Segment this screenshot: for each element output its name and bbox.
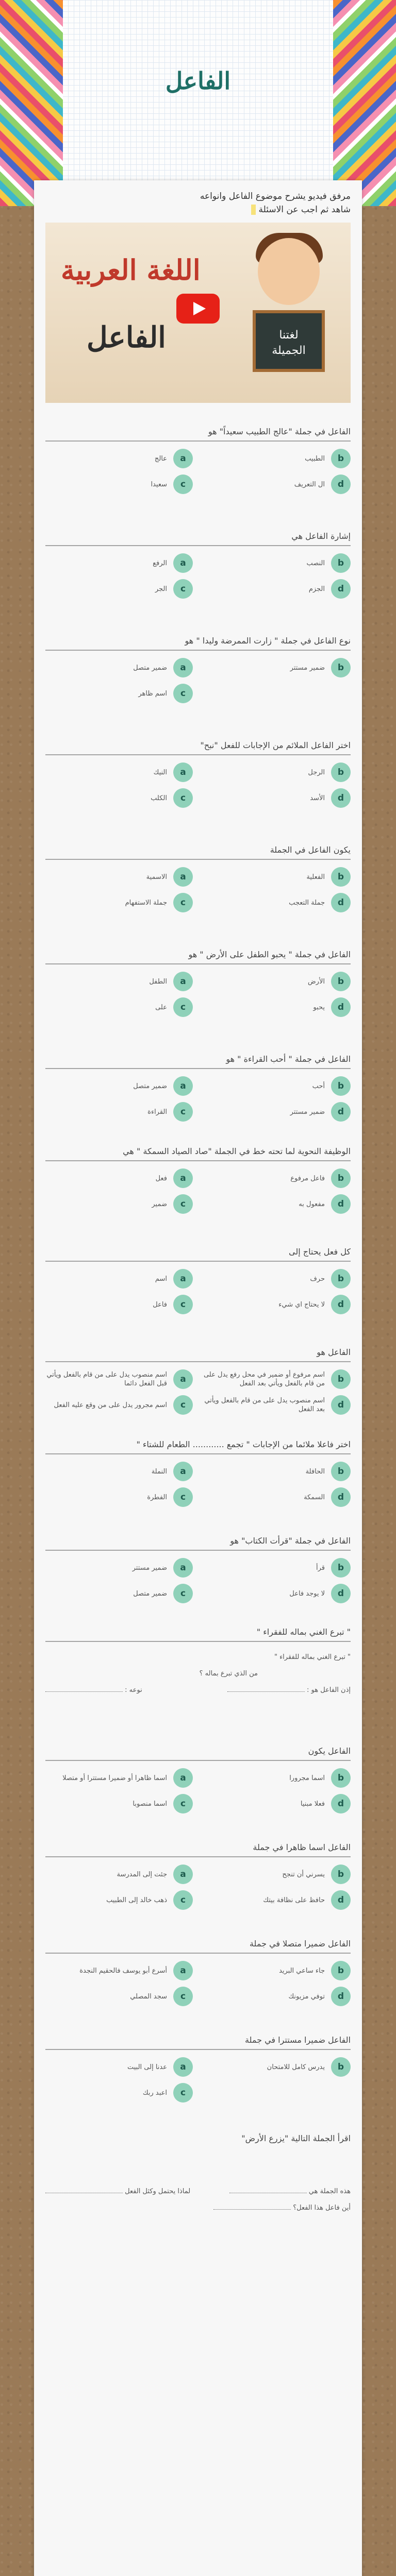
question-block	[34, 1842, 362, 1910]
answer-option-b[interactable]	[203, 867, 351, 887]
option-text: حافظ على نظافة بيتك	[263, 1896, 325, 1904]
question-title: الفاعل ضميرا مستترا في جملة	[45, 2035, 351, 2050]
question-block	[34, 636, 362, 703]
option-letter-badge: b	[331, 2057, 351, 2077]
answer-option-a[interactable]	[45, 1462, 193, 1481]
last-question	[34, 2133, 362, 2216]
answer-option-d[interactable]	[203, 1487, 351, 1507]
option-text: جملة الاستفهام	[125, 899, 167, 907]
option-text: السمكة	[304, 1493, 325, 1501]
fill-question	[34, 1627, 362, 1699]
option-text: لا يحتاج اي شيء	[278, 1300, 325, 1309]
option-letter-badge: c	[173, 1890, 193, 1910]
option-letter-badge: a	[173, 449, 193, 468]
question-title: اختر الفاعل الملائم من الإجابات للفعل "نبح"	[45, 740, 351, 755]
option-text: فعل	[155, 1174, 167, 1182]
worksheet-card	[34, 180, 362, 2576]
answer-option-c[interactable]	[45, 579, 193, 599]
option-letter-badge: d	[331, 1102, 351, 1122]
answer-options	[45, 553, 351, 599]
empty-cell	[203, 684, 351, 703]
question-title: " تبرع الغني بماله للفقراء "	[45, 1627, 351, 1642]
option-letter-badge: b	[331, 1462, 351, 1481]
play-icon[interactable]	[176, 294, 220, 324]
answer-option-a[interactable]	[45, 1269, 193, 1289]
option-text: الاسمية	[146, 873, 167, 881]
option-text: اسم منصوب يدل على من قام بالفعل ويأتي بعد الفعل	[204, 1397, 325, 1413]
option-text: الفطرة	[147, 1493, 167, 1501]
option-letter-badge: a	[173, 867, 193, 887]
answer-options	[45, 1369, 351, 1415]
option-text: النملة	[151, 1467, 167, 1476]
question-block	[34, 427, 362, 494]
answer-option-b[interactable]	[203, 1168, 351, 1188]
option-letter-badge: d	[331, 1194, 351, 1214]
answer-option-a[interactable]	[45, 1168, 193, 1188]
option-text: اسم	[155, 1275, 167, 1283]
question-title: يكون الفاعل في الجملة	[45, 845, 351, 860]
answer-option-a[interactable]	[45, 867, 193, 887]
option-text: يحبو	[313, 1003, 325, 1011]
fill-line-1: من الذي تبرع بماله ؟	[199, 1670, 258, 1677]
answer-option-b[interactable]	[203, 1269, 351, 1289]
option-letter-badge: b	[331, 449, 351, 468]
option-text: اسما مجرورا	[289, 1774, 325, 1782]
option-letter-badge: c	[173, 1102, 193, 1122]
option-text: جئت إلى المدرسة	[117, 1870, 167, 1878]
option-letter-badge: d	[331, 1987, 351, 2006]
option-text: الطفل	[149, 977, 167, 986]
answer-option-c[interactable]	[45, 684, 193, 703]
question-title: الوظيفة النحوية لما تحته خط في الجملة "صاد الصياد السمكة " هي	[45, 1146, 351, 1161]
option-letter-badge: a	[173, 1558, 193, 1578]
option-text: الطبيب	[305, 454, 325, 463]
option-text: يدرس كامل للامتحان	[267, 2063, 325, 2071]
option-text: ضمير متصل	[133, 1589, 167, 1598]
answer-options	[45, 972, 351, 1017]
question-block	[34, 1247, 362, 1314]
option-text: اعبد ربك	[142, 2089, 167, 2097]
answer-option-b[interactable]	[203, 2057, 351, 2077]
answer-option-a[interactable]	[45, 449, 193, 468]
option-letter-badge: c	[173, 1584, 193, 1603]
answer-options	[45, 1558, 351, 1603]
answer-option-d[interactable]	[203, 997, 351, 1017]
option-text: ضمير مستتر	[132, 1564, 167, 1572]
answer-option-b[interactable]	[203, 449, 351, 468]
answer-blank[interactable]	[213, 2204, 291, 2210]
answer-blank[interactable]	[227, 1686, 305, 1692]
option-letter-badge: a	[173, 1462, 193, 1481]
option-text: فاعل مرفوع	[290, 1174, 325, 1182]
answer-option-a[interactable]	[45, 553, 193, 573]
option-text: جاء ساعي البريد	[279, 1967, 325, 1975]
option-text: اسما ظاهرا أو ضميرا مستترا أو متصلا	[62, 1774, 167, 1782]
question-title: الفاعل في جملة " أحب القراءة " هو	[45, 1054, 351, 1069]
answer-option-d[interactable]	[203, 1794, 351, 1814]
option-letter-badge: b	[331, 1369, 351, 1389]
question-title: الفاعل في جملة "قرأت الكتاب" هو	[45, 1536, 351, 1551]
question-block	[34, 2035, 362, 2103]
question-block	[34, 1746, 362, 1814]
option-letter-badge: a	[173, 1768, 193, 1788]
option-letter-badge: d	[331, 1794, 351, 1814]
answer-options	[45, 1961, 351, 2006]
option-letter-badge: a	[173, 1865, 193, 1884]
option-text: فعلا مبنيا	[300, 1800, 325, 1808]
option-text: سجد المصلي	[130, 1992, 167, 2001]
option-text: جملة التعجب	[289, 899, 325, 907]
option-letter-badge: c	[173, 2083, 193, 2103]
answer-option-b[interactable]	[203, 1961, 351, 1980]
question-block	[34, 845, 362, 912]
answer-option-a[interactable]	[45, 1768, 193, 1788]
answer-blank[interactable]	[229, 2187, 307, 2193]
option-letter-badge: c	[173, 684, 193, 703]
intro-text	[34, 180, 362, 216]
option-letter-badge: c	[173, 1395, 193, 1415]
option-letter-badge: d	[331, 579, 351, 599]
option-letter-badge: c	[173, 1794, 193, 1814]
answer-option-d[interactable]	[203, 1395, 351, 1415]
option-text: الفعلية	[306, 873, 325, 881]
option-letter-badge: b	[331, 1269, 351, 1289]
answer-option-c[interactable]	[45, 997, 193, 1017]
option-letter-badge: a	[173, 2057, 193, 2077]
option-letter-badge: c	[173, 788, 193, 808]
answer-option-d[interactable]	[203, 1295, 351, 1314]
option-text: أحب	[312, 1082, 325, 1090]
chevron-decoration-left	[0, 0, 63, 206]
option-text: اسم مجرور يدل على من وقع عليه الفعل	[54, 1401, 167, 1409]
option-letter-badge: b	[331, 1558, 351, 1578]
answer-option-c[interactable]	[45, 1794, 193, 1814]
option-letter-badge: a	[173, 553, 193, 573]
option-letter-badge: d	[331, 1395, 351, 1415]
answer-option-c[interactable]	[45, 1102, 193, 1122]
answer-option-b[interactable]	[203, 1076, 351, 1096]
option-text: ضمير مستتر	[290, 664, 325, 672]
option-text: عدنا إلى البيت	[127, 2063, 167, 2071]
fill-sentence: " تبرع الغني بماله للفقراء "	[274, 1653, 351, 1661]
answer-options	[45, 1768, 351, 1814]
question-title: نوع الفاعل في جملة " زارت الممرضة وليدا " هو	[45, 636, 351, 651]
answer-option-d[interactable]	[203, 893, 351, 912]
option-text: على	[155, 1003, 167, 1011]
empty-cell	[203, 2083, 351, 2103]
answer-option-b[interactable]	[203, 762, 351, 782]
option-letter-badge: b	[331, 553, 351, 573]
option-letter-badge: b	[331, 1961, 351, 1980]
option-letter-badge: d	[331, 893, 351, 912]
question-block	[34, 950, 362, 1017]
answer-option-d[interactable]	[203, 579, 351, 599]
option-letter-badge: a	[173, 1269, 193, 1289]
answer-option-b[interactable]	[203, 658, 351, 677]
answer-option-c[interactable]	[45, 788, 193, 808]
chalkboard	[253, 310, 325, 372]
answer-option-c[interactable]	[45, 1487, 193, 1507]
header-banner	[0, 0, 396, 206]
answer-option-a[interactable]	[45, 1076, 193, 1096]
option-text: لا يوجد فاعل	[289, 1589, 325, 1598]
question-title: اقرأ الجملة التالية "يزرع الأرض"	[241, 2133, 351, 2143]
intro-line-2: شاهد ثم اجب عن الاسئلة	[45, 203, 351, 216]
answer-option-a[interactable]	[45, 972, 193, 991]
intro-line-1: مرفق فيديو يشرح موضوع الفاعل وانواعه	[200, 191, 351, 201]
answer-blank[interactable]	[45, 2187, 123, 2193]
option-letter-badge: a	[173, 762, 193, 782]
question-block	[34, 1439, 362, 1507]
answer-options	[45, 1168, 351, 1214]
option-text: ضمير متصل	[133, 1082, 167, 1090]
option-letter-badge: d	[331, 1487, 351, 1507]
option-text: حرف	[310, 1275, 325, 1283]
answer-option-b[interactable]	[203, 1462, 351, 1481]
answer-option-c[interactable]	[45, 1395, 193, 1415]
option-text: ضمير	[152, 1200, 167, 1208]
option-text: قرأ	[316, 1564, 325, 1572]
option-text: عالج	[154, 454, 167, 463]
option-text: الحافلة	[305, 1467, 325, 1476]
answer-option-c[interactable]	[45, 1987, 193, 2006]
question-title: الفاعل اسما ظاهرا في جملة	[45, 1842, 351, 1857]
question-block	[34, 1054, 362, 1122]
answer-option-b[interactable]	[203, 1369, 351, 1389]
question-title: كل فعل يحتاج إلى	[45, 1247, 351, 1262]
answer-option-a[interactable]	[45, 1558, 193, 1578]
option-text: ضمير متصل	[133, 664, 167, 672]
answer-option-b[interactable]	[203, 1865, 351, 1884]
question-title: الفاعل يكون	[45, 1746, 351, 1761]
video-subtitle-text: الفاعل	[87, 320, 166, 354]
answer-option-d[interactable]	[203, 1102, 351, 1122]
answer-option-d[interactable]	[203, 1194, 351, 1214]
answer-options	[45, 449, 351, 494]
option-text: اسم مرفوع أو ضمير في محل رفع يدل على من قام بالفعل ويأتي بعد الفعل	[203, 1371, 325, 1387]
answer-option-d[interactable]	[203, 788, 351, 808]
option-letter-badge: d	[331, 1584, 351, 1603]
answer-option-c[interactable]	[45, 1890, 193, 1910]
boy-illustration	[248, 233, 330, 387]
answer-options	[45, 658, 351, 703]
option-letter-badge: b	[331, 1168, 351, 1188]
chalkboard-line-1: لغتنا	[279, 329, 299, 342]
option-text: الرفع	[153, 559, 167, 567]
answer-option-b[interactable]	[203, 1558, 351, 1578]
answer-options	[45, 2057, 351, 2103]
question-list	[34, 427, 362, 1603]
option-letter-badge: b	[331, 1865, 351, 1884]
question-title: الفاعل في جملة " يحبو الطفل على الأرض " هو	[45, 950, 351, 964]
option-text: الكلب	[151, 794, 167, 802]
answer-option-c[interactable]	[45, 1295, 193, 1314]
question-title: اختر فاعلا ملائما من الإجابات " تجمع ............ الطعام للشتاء "	[45, 1439, 351, 1454]
option-text: الرجل	[308, 768, 325, 776]
option-letter-badge: a	[173, 972, 193, 991]
question-block	[34, 531, 362, 599]
answer-option-a[interactable]	[45, 1369, 193, 1389]
option-letter-badge: a	[173, 1961, 193, 1980]
option-text: الأسد	[310, 794, 325, 802]
question-block	[34, 740, 362, 808]
question-title: إشارة الفاعل هي	[45, 531, 351, 546]
fill-line-2: إذن الفاعل هو : نوعه :	[45, 1682, 351, 1699]
answer-options	[45, 762, 351, 808]
answer-options	[45, 1269, 351, 1314]
option-text: الجر	[155, 585, 167, 593]
question-block	[34, 1146, 362, 1214]
option-letter-badge: b	[331, 762, 351, 782]
answer-option-c[interactable]	[45, 893, 193, 912]
option-letter-badge: b	[331, 867, 351, 887]
option-letter-badge: a	[173, 1168, 193, 1188]
answer-option-d[interactable]	[203, 1890, 351, 1910]
option-text: النصب	[306, 559, 325, 567]
option-letter-badge: b	[331, 658, 351, 677]
option-letter-badge: b	[331, 1076, 351, 1096]
option-letter-badge: d	[331, 1295, 351, 1314]
chalkboard-line-2: الجميلة	[272, 344, 306, 357]
option-letter-badge: c	[173, 474, 193, 494]
option-letter-badge: c	[173, 997, 193, 1017]
option-text: يسرني أن تنجح	[282, 1870, 325, 1878]
option-letter-badge: c	[173, 893, 193, 912]
option-text: ضمير مستتر	[290, 1108, 325, 1116]
option-letter-badge: c	[173, 1987, 193, 2006]
option-letter-badge: d	[331, 788, 351, 808]
answer-option-a[interactable]	[45, 762, 193, 782]
question-block	[34, 1347, 362, 1415]
option-text: فاعل	[153, 1300, 167, 1309]
answer-option-c[interactable]	[45, 2083, 193, 2103]
answer-option-b[interactable]	[203, 1768, 351, 1788]
option-letter-badge: a	[173, 1076, 193, 1096]
answer-options	[45, 1865, 351, 1910]
option-text: النيك	[153, 768, 167, 776]
answer-option-b[interactable]	[203, 553, 351, 573]
question-block	[34, 1536, 362, 1603]
option-text: مفعول به	[299, 1200, 325, 1208]
video-title-text: اللغة العربية	[61, 253, 201, 286]
answer-blank[interactable]	[45, 1686, 123, 1692]
option-text: اسم ظاهر	[138, 689, 167, 698]
option-text: ذهب خالد إلى الطبيب	[106, 1896, 167, 1904]
answer-option-d[interactable]	[203, 1987, 351, 2006]
answer-options	[45, 867, 351, 912]
last-line-1: هذه الجملة هي لماذا يحتمل وكثل الفعل	[45, 2183, 351, 2200]
last-line-2: أين فاعل هذا الفعل؟	[45, 2200, 351, 2216]
answer-option-c[interactable]	[45, 474, 193, 494]
option-text: أسرع أبو يوسف فالحقيم النجدة	[79, 1967, 167, 1975]
answer-option-c[interactable]	[45, 1194, 193, 1214]
option-letter-badge: b	[331, 972, 351, 991]
option-text: الأرض	[307, 977, 325, 986]
answer-option-d[interactable]	[203, 474, 351, 494]
option-text: القراءة	[147, 1108, 167, 1116]
answer-option-d[interactable]	[203, 1584, 351, 1603]
question-title: الفاعل هو	[45, 1347, 351, 1362]
question-title: الفاعل ضميرا متصلا في جملة	[45, 1939, 351, 1954]
answer-option-b[interactable]	[203, 972, 351, 991]
video-player[interactable]	[45, 223, 351, 403]
option-letter-badge: d	[331, 997, 351, 1017]
option-text: ال التعريف	[294, 480, 325, 488]
answer-options	[45, 1462, 351, 1507]
answer-option-a[interactable]	[45, 2057, 193, 2077]
option-letter-badge: c	[173, 579, 193, 599]
answer-option-a[interactable]	[45, 1961, 193, 1980]
answer-options	[45, 1076, 351, 1122]
option-letter-badge: d	[331, 1890, 351, 1910]
question-list-2	[34, 1746, 362, 2103]
option-text: الجزم	[308, 585, 325, 593]
chevron-decoration-right	[333, 0, 396, 206]
option-text: توفي مزيونك	[288, 1992, 325, 2001]
option-letter-badge: a	[173, 658, 193, 677]
option-letter-badge: c	[173, 1194, 193, 1214]
option-text: سعيدا	[151, 480, 167, 488]
page-title: الفاعل	[165, 67, 231, 95]
question-title: الفاعل في جملة "عالج الطبيب سعيداً" هو	[45, 427, 351, 442]
option-letter-badge: c	[173, 1295, 193, 1314]
answer-option-a[interactable]	[45, 1865, 193, 1884]
question-block	[34, 1939, 362, 2006]
answer-option-a[interactable]	[45, 658, 193, 677]
answer-option-c[interactable]	[45, 1584, 193, 1603]
option-text: اسما منصوبا	[133, 1800, 167, 1808]
option-letter-badge: d	[331, 474, 351, 494]
option-letter-badge: c	[173, 1487, 193, 1507]
option-text: اسم منصوب يدل على من قام بالفعل ويأتي قبل الفعل دائما	[46, 1371, 167, 1387]
option-letter-badge: a	[173, 1369, 193, 1389]
option-letter-badge: b	[331, 1768, 351, 1788]
